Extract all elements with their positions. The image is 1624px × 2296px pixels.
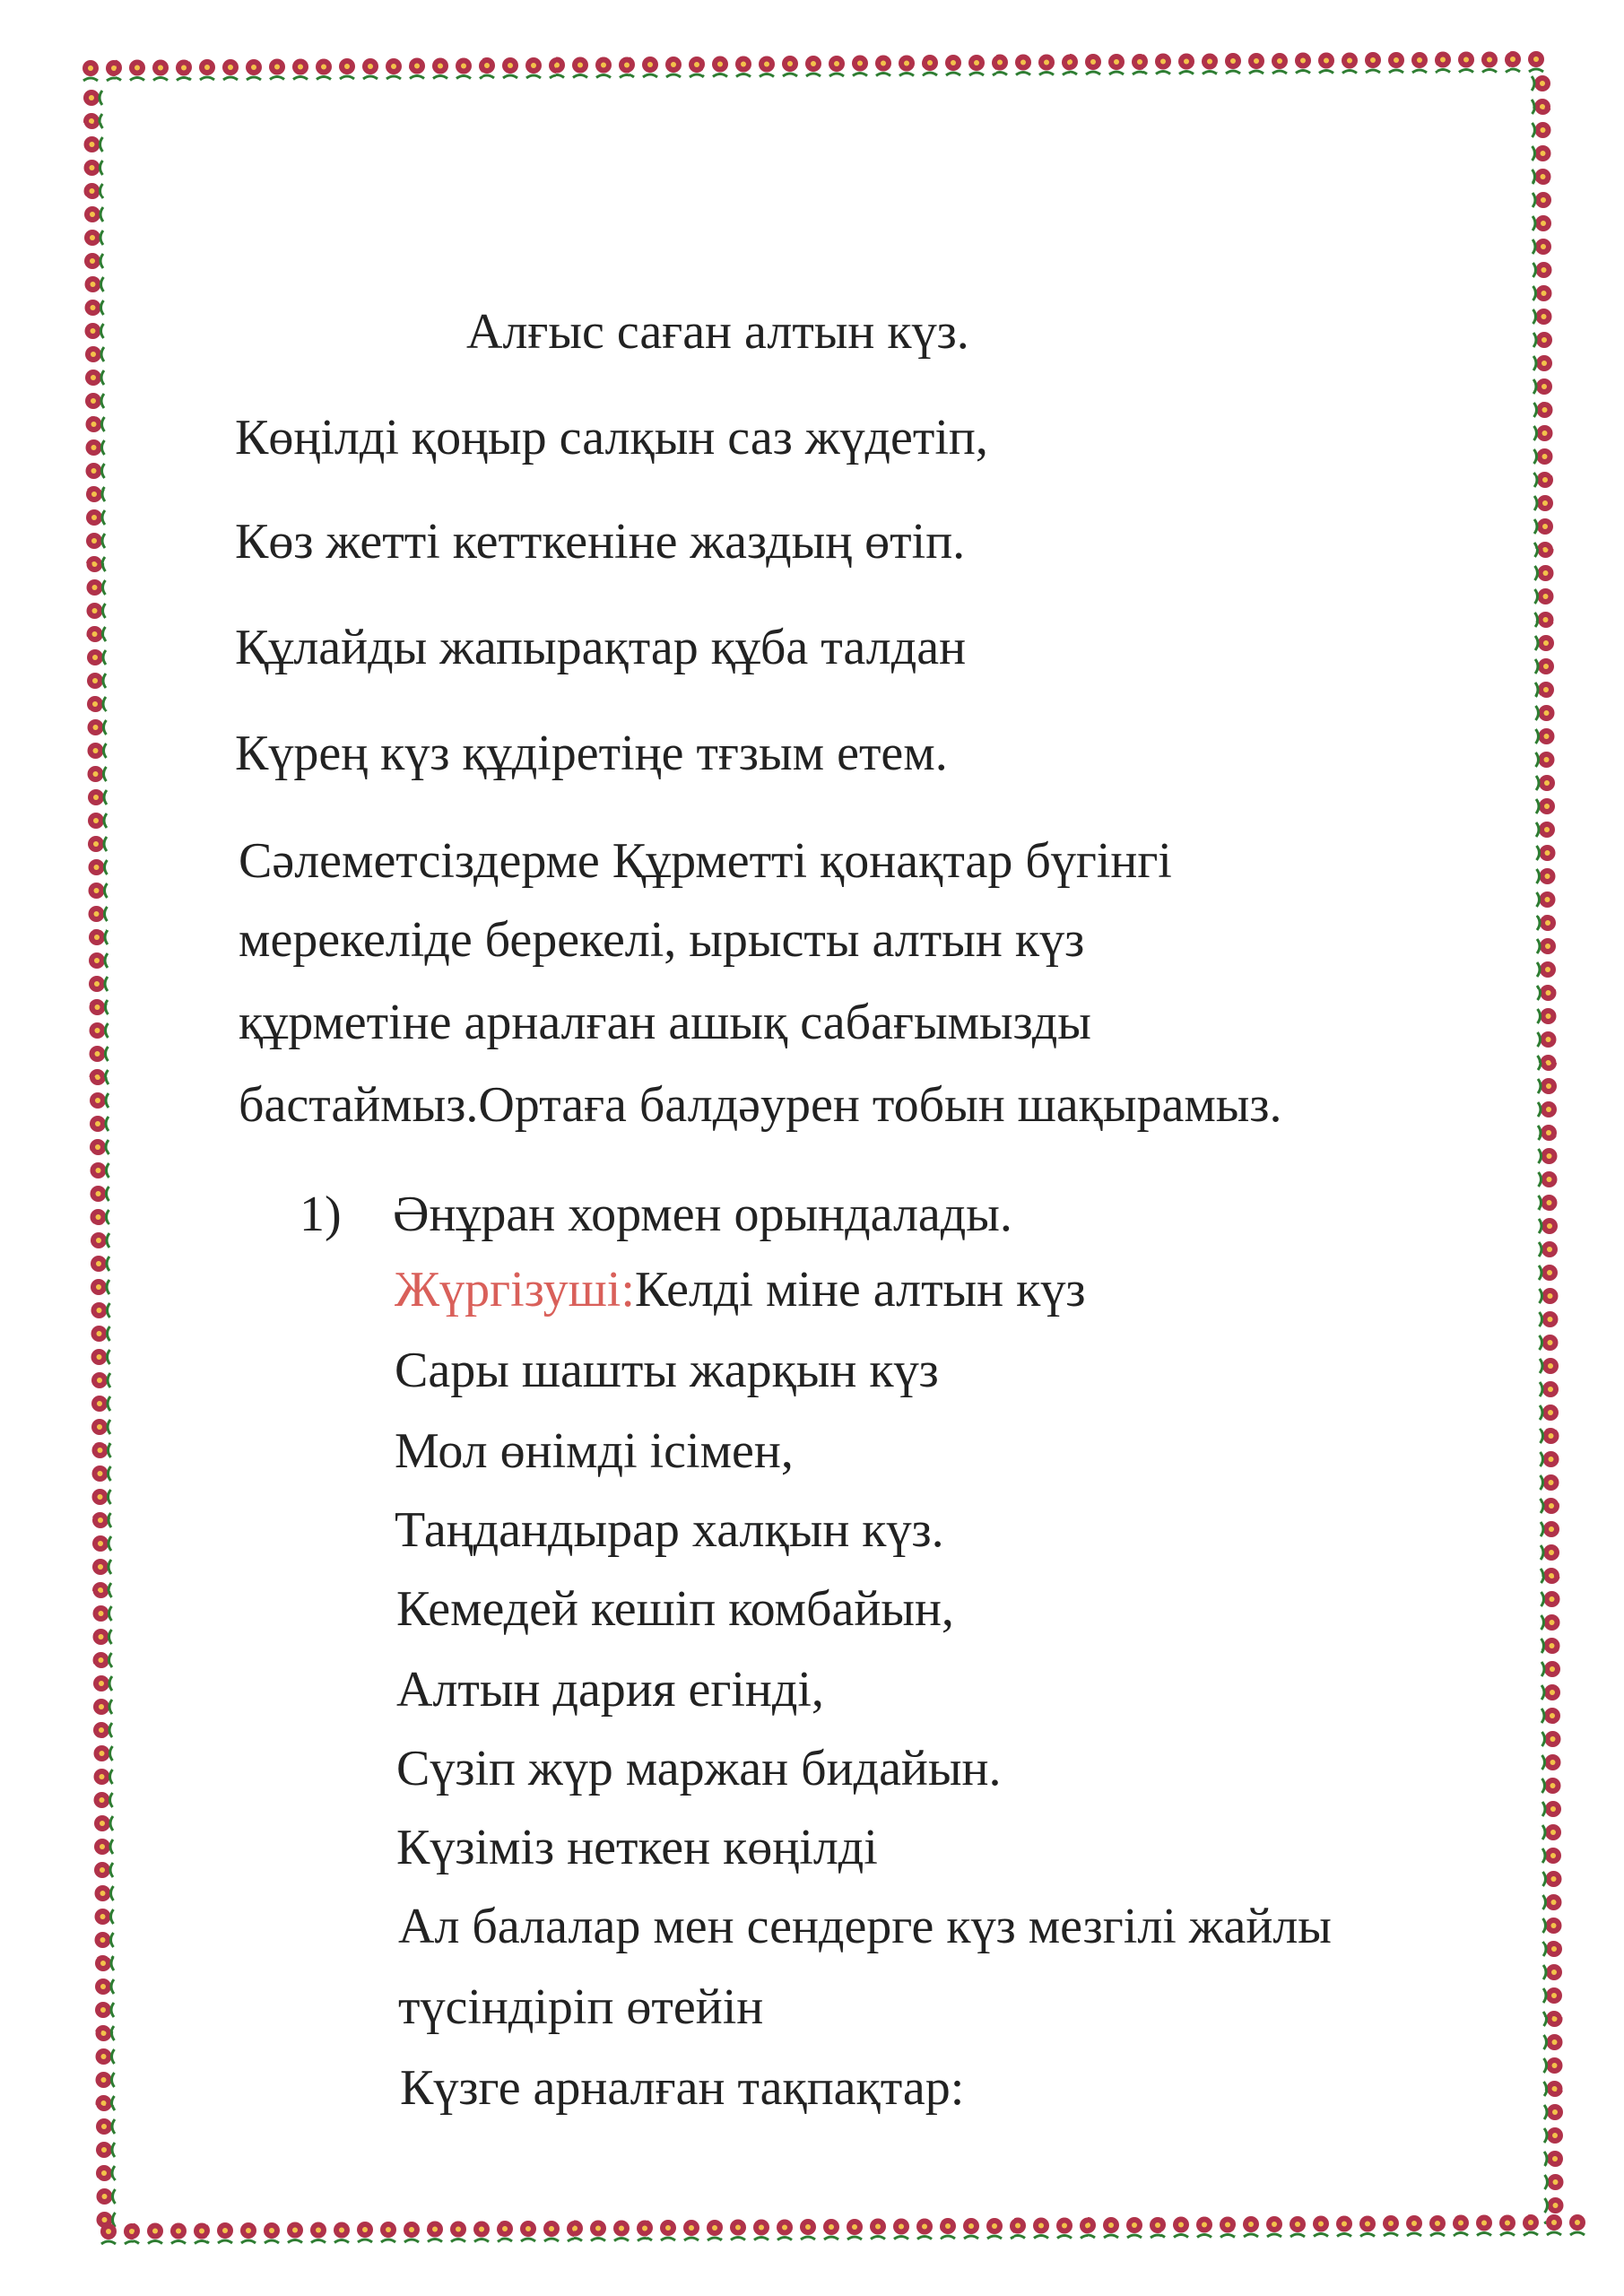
poem-line-6: Сүзіп жүр маржан бидайын. <box>396 1741 1002 1796</box>
greeting-line-3: құрметіне арналған ашық сабағымызды <box>239 995 1091 1050</box>
poem-intro-line-1: Көңілді қоңыр салқын саз жүдетіп, <box>235 410 988 465</box>
list-item-number: 1) <box>300 1187 342 1242</box>
greeting-line-4: бастаймыз.Ортаға балдәурен тобын шақырамыз. <box>239 1077 1282 1133</box>
poem-line-4: Кемедей кешіп комбайын, <box>396 1581 954 1637</box>
poem-line-7: Күзіміз неткен көңілді <box>396 1820 878 1875</box>
speaker-first-line: Келді міне алтын күз <box>634 1262 1086 1318</box>
greeting-line-2: мерекеліде берекелі, ырысты алтын күз <box>239 912 1085 968</box>
poem-line-1: Сары шашты жарқын күз <box>395 1343 939 1398</box>
speaker-label: Жүргізуші: <box>395 1262 635 1318</box>
poem-line-8: Ал балалар мен сендерге күз мезгілі жайлы <box>398 1899 1332 1954</box>
list-item-text: Әнұран хормен орындалады. <box>393 1187 1012 1242</box>
poem-intro-line-3: Құлайды жапырақтар құба талдан <box>235 620 967 675</box>
document-title: Алғыс саған алтын күз. <box>466 304 969 360</box>
poem-intro-line-2: Көз жетті кетткеніне жаздың өтіп. <box>235 514 966 570</box>
greeting-line-1: Сәлеметсіздерме Құрметті қонақтар бүгінгі <box>239 833 1172 889</box>
poem-intro-line-4: Күрең күз құдіретіңе тғзым етем. <box>235 726 948 781</box>
poem-line-10: Күзге арналған тақпақтар: <box>400 2060 965 2116</box>
poem-line-2: Мол өнімді ісімен, <box>395 1423 794 1479</box>
poem-line-5: Алтын дария егінді, <box>396 1662 824 1718</box>
poem-line-9: түсіндіріп өтейін <box>398 1979 764 2035</box>
poem-line-3: Таңдандырар халқын күз. <box>395 1502 944 1558</box>
speaker-line <box>395 1261 1085 1318</box>
